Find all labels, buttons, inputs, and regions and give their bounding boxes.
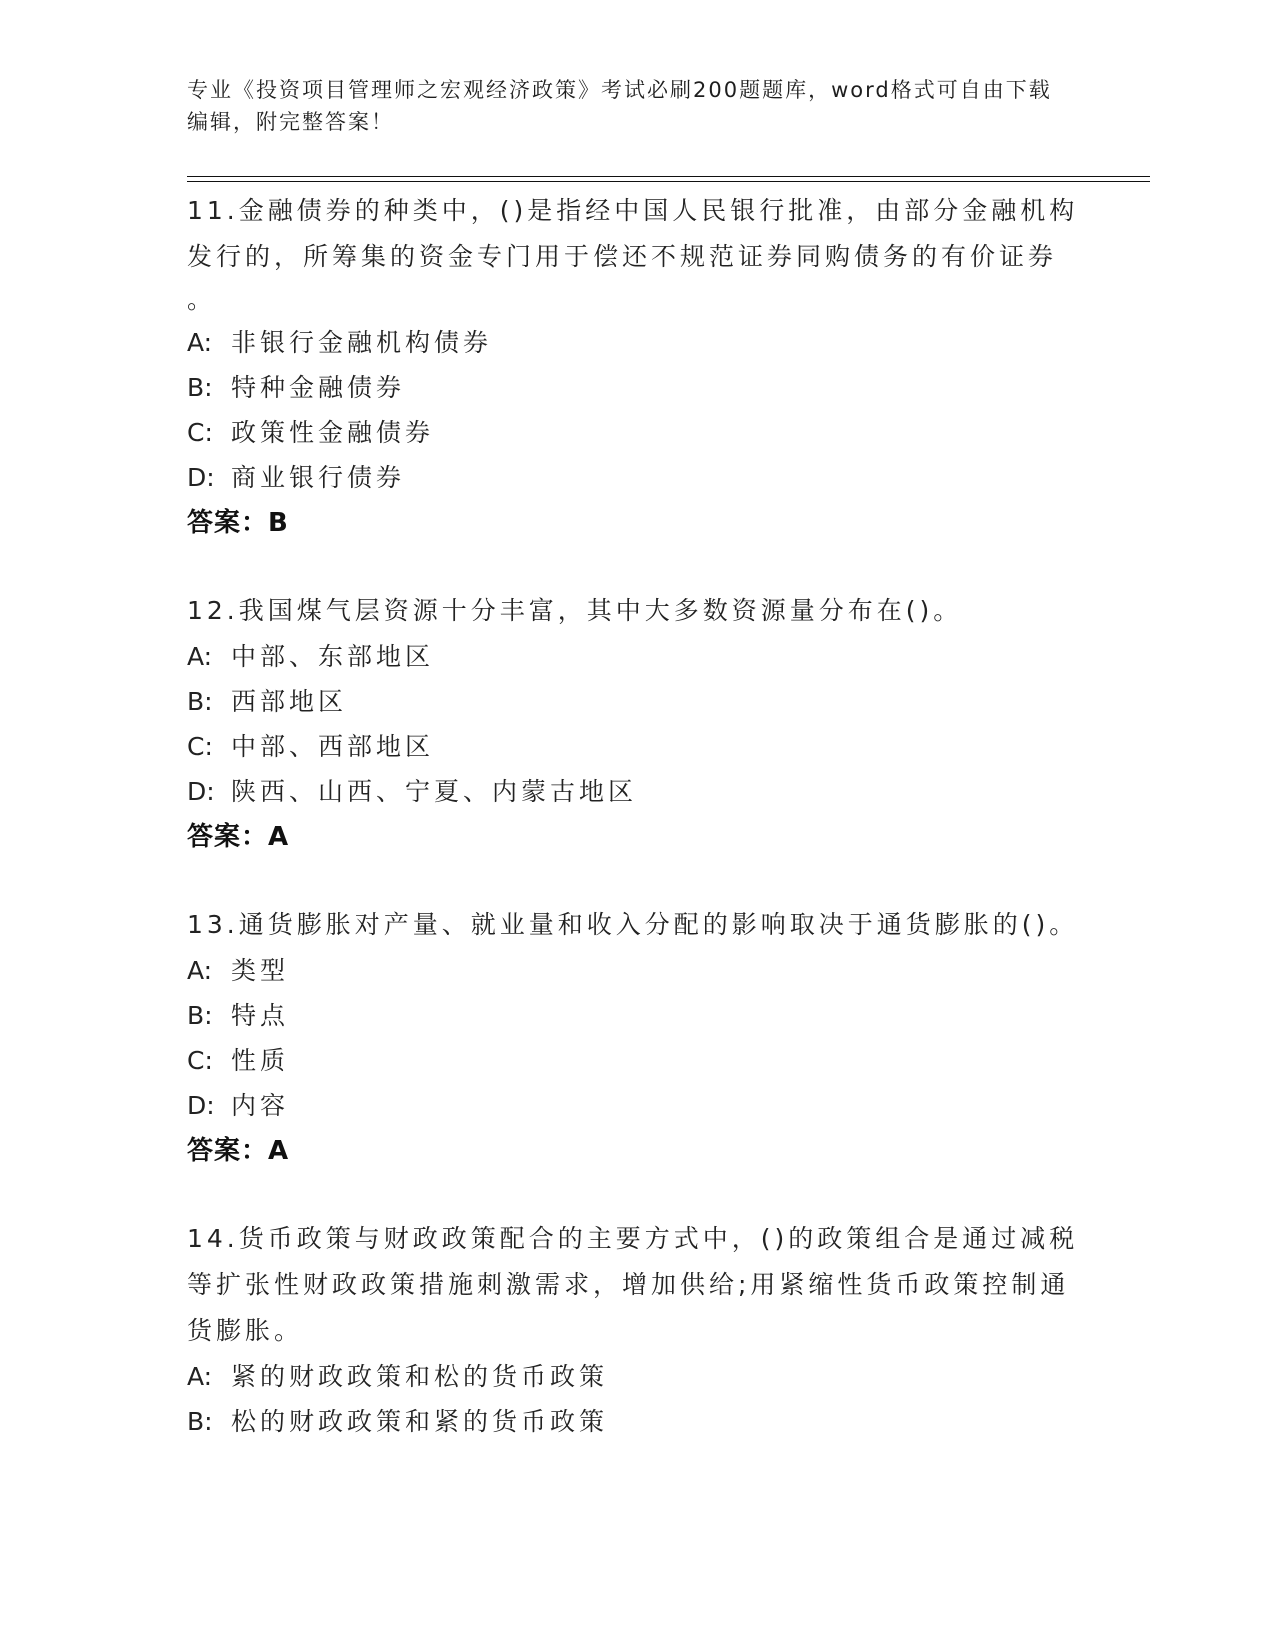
option-a (187, 1354, 1087, 1399)
option-b (187, 679, 1087, 724)
option-letter: A: (187, 328, 213, 357)
option-c (187, 1038, 1087, 1083)
option-d (187, 769, 1087, 814)
option-letter: B: (187, 687, 213, 716)
option-a (187, 634, 1087, 679)
option-text: 中部、西部地区 (231, 732, 435, 761)
option-letter: B: (187, 1001, 213, 1030)
option-b (187, 993, 1087, 1038)
option-d (187, 455, 1087, 500)
question-stem: 13.通货膨胀对产量、就业量和收入分配的影响取决于通货膨胀的()。 (187, 910, 1079, 939)
option-letter: A: (187, 1362, 213, 1391)
question-14 (187, 1216, 1087, 1444)
answer-line: 答案：A (187, 1136, 290, 1166)
option-a (187, 320, 1087, 365)
option-text: 类型 (231, 956, 290, 985)
option-text: 松的财政政策和紧的货币政策 (231, 1407, 609, 1436)
option-letter: A: (187, 642, 213, 671)
option-letter: C: (187, 418, 213, 447)
option-text: 非银行金融机构债券 (231, 328, 493, 357)
question-list (187, 188, 1087, 1486)
question-stem-tail: 。 (187, 285, 217, 314)
option-letter: A: (187, 956, 213, 985)
question-12 (187, 588, 1087, 860)
question-stem: 14.货币政策与财政政策配合的主要方式中，()的政策组合是通过减税等扩张性财政政策措施刺激需求，增加供给;用紧缩性货币政策控制通货膨胀。 (187, 1224, 1079, 1345)
question-stem: 11.金融债券的种类中，()是指经中国人民银行批准，由部分金融机构发行的，所筹集的资金专门用于偿还不规范证券同购债务的有价证券 (187, 196, 1079, 271)
answer-line: 答案：B (187, 508, 289, 538)
option-c (187, 724, 1087, 769)
option-text: 内容 (231, 1091, 290, 1120)
option-letter: B: (187, 1407, 213, 1436)
option-a (187, 948, 1087, 993)
option-letter: C: (187, 1046, 213, 1075)
document-header: 专业《投资项目管理师之宏观经济政策》考试必刷200题题库，word格式可自由下载编辑，附完整答案！ (187, 78, 1052, 134)
option-text: 特种金融债券 (231, 373, 406, 402)
option-text: 政策性金融债券 (231, 418, 435, 447)
option-text: 陕西、山西、宁夏、内蒙古地区 (231, 777, 638, 806)
option-text: 中部、东部地区 (231, 642, 435, 671)
option-text: 紧的财政政策和松的货币政策 (231, 1362, 609, 1391)
option-text: 性质 (231, 1046, 290, 1075)
option-letter: B: (187, 373, 213, 402)
header-rule-bottom (187, 181, 1150, 182)
option-text: 商业银行债券 (231, 463, 406, 492)
option-letter: D: (187, 463, 215, 492)
option-text: 西部地区 (231, 687, 348, 716)
question-stem: 12.我国煤气层资源十分丰富，其中大多数资源量分布在()。 (187, 596, 963, 625)
option-letter: D: (187, 1091, 215, 1120)
option-b (187, 365, 1087, 410)
question-13 (187, 902, 1087, 1174)
header-rule-top (187, 176, 1150, 177)
question-11 (187, 188, 1087, 546)
answer-line: 答案：A (187, 822, 290, 852)
option-c (187, 410, 1087, 455)
option-letter: C: (187, 732, 213, 761)
option-b (187, 1399, 1087, 1444)
option-text: 特点 (231, 1001, 290, 1030)
option-d (187, 1083, 1087, 1128)
option-letter: D: (187, 777, 215, 806)
